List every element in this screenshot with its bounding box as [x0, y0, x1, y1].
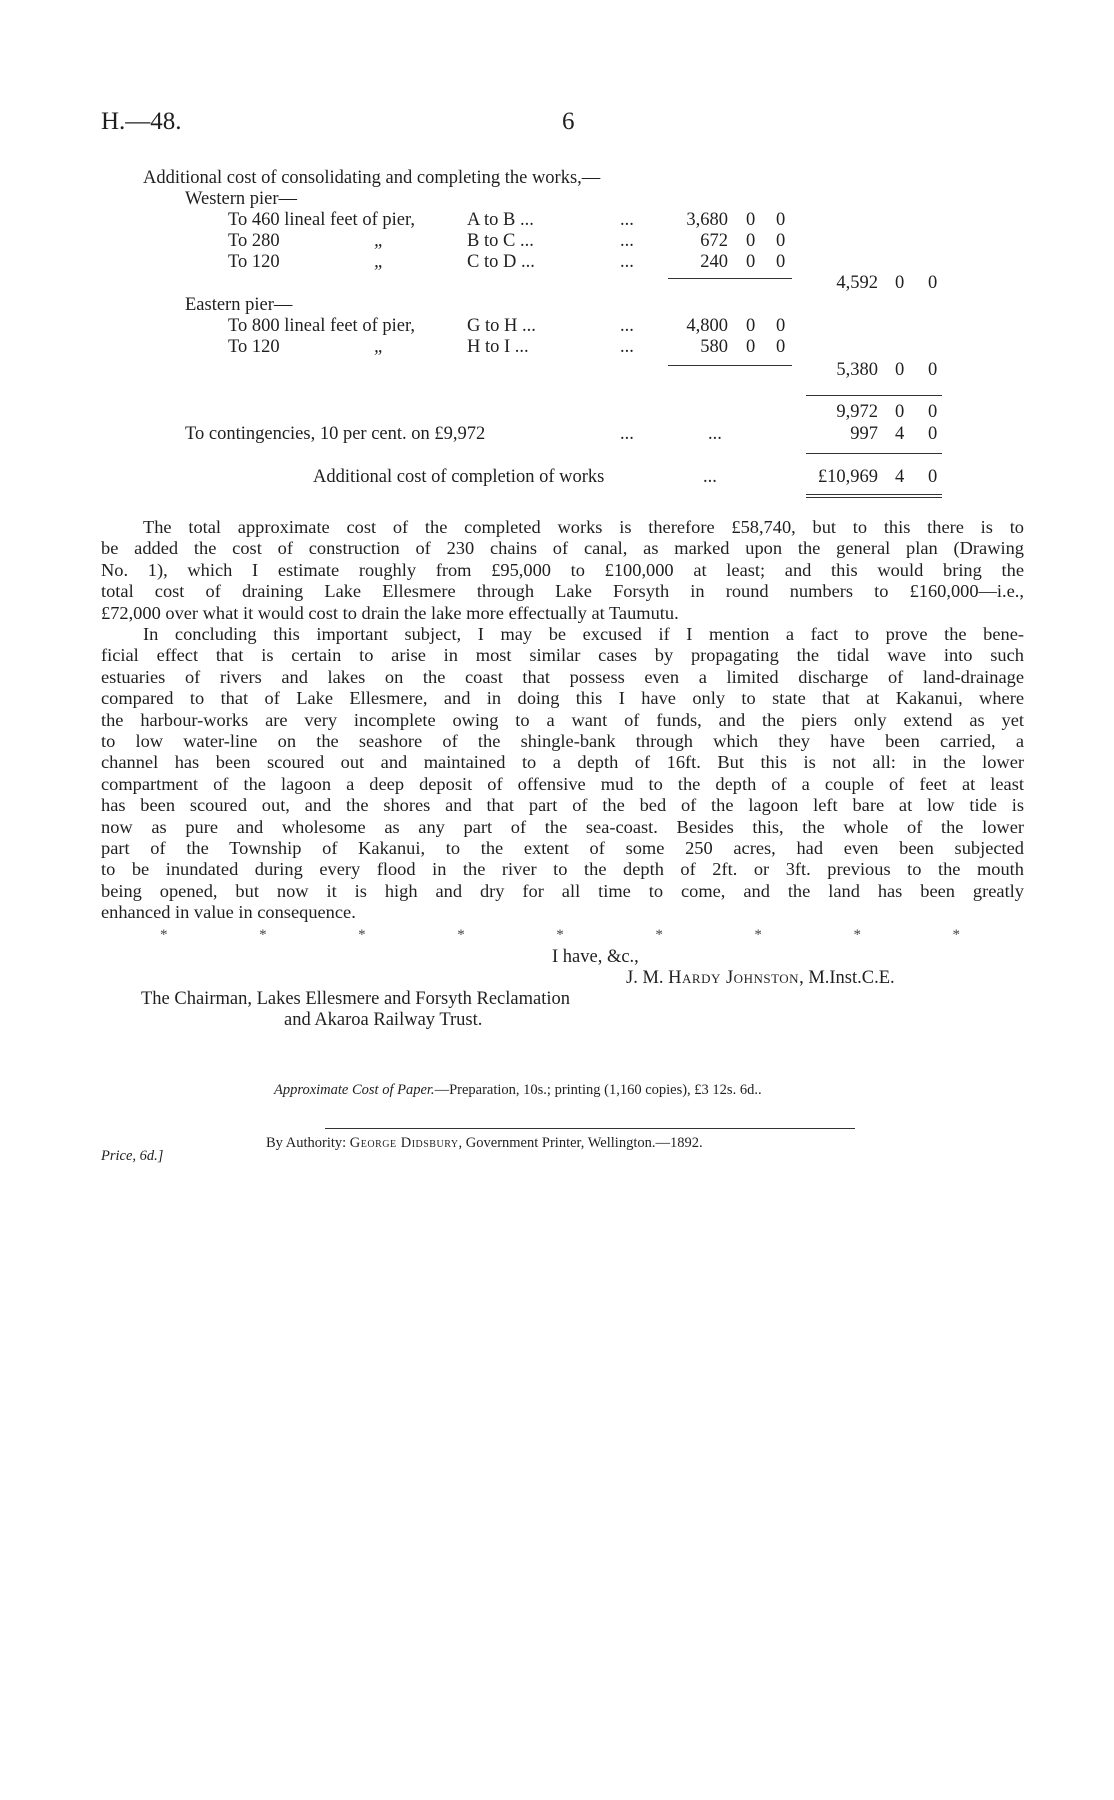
addressee-line-1: The Chairman, Lakes Ellesmere and Forsyth Reclamation — [141, 989, 570, 1009]
row-pence: 0 — [776, 252, 786, 272]
sum-pence: 0 — [928, 402, 938, 422]
subtotal-pence: 0 — [928, 273, 938, 293]
text-line: No. 1), which I estimate roughly from £95,000 to £100,000 at least; and this would bring the — [101, 559, 1024, 580]
price-label: Price, 6d.] — [101, 1148, 164, 1164]
signature-suffix: , M.Inst.C.E. — [799, 968, 895, 988]
row-segment: C to D ... — [467, 252, 535, 272]
footer-rule — [325, 1128, 855, 1129]
final-total-pounds: £10,969 — [817, 467, 878, 487]
row-shillings: 0 — [746, 210, 756, 230]
final-total-shillings: 4 — [895, 467, 905, 487]
row-description: To 280 — [228, 231, 280, 251]
row-shillings: 0 — [746, 337, 756, 357]
asterisk: * — [655, 927, 663, 943]
final-total-pence: 0 — [928, 467, 938, 487]
signature-name: Hardy Johnston — [668, 968, 800, 988]
row-leader-dots: ... — [708, 424, 722, 444]
text-line: channel has been scoured out and maintained to a depth of 16ft. But this is not all: in the lower — [101, 752, 1024, 773]
text-line: The total approximate cost of the completed works is therefore £58,740, but to this there is to — [143, 517, 1024, 537]
asterisk: * — [952, 927, 960, 943]
subtotal-shillings: 0 — [895, 360, 905, 380]
addressee-line-2: and Akaroa Railway Trust. — [284, 1010, 483, 1030]
row-segment: B to C ... — [467, 231, 534, 251]
contingencies-pounds: 997 — [850, 424, 878, 444]
row-pence: 0 — [776, 337, 786, 357]
page-number: 6 — [562, 108, 575, 135]
asterisk: * — [358, 927, 366, 943]
contingencies-shillings: 4 — [895, 424, 905, 444]
row-pounds: 240 — [700, 252, 728, 272]
signature — [626, 968, 895, 989]
sum-rule — [806, 395, 942, 396]
asterisk: * — [853, 927, 861, 943]
row-pounds: 672 — [700, 231, 728, 251]
row-description: To 120 — [228, 337, 280, 357]
contingencies-pence: 0 — [928, 424, 938, 444]
closing-greeting: I have, &c., — [552, 947, 639, 967]
total-rule — [806, 453, 942, 454]
paper-cost-text: —Preparation, 10s.; printing (1,160 copies), £3 12s. 6d.. — [434, 1082, 762, 1098]
asterisk-separator — [160, 927, 960, 944]
authority-line — [266, 1135, 703, 1152]
row-description: To 460 lineal feet of pier, — [228, 210, 416, 230]
authority-prefix: By Authority: — [266, 1135, 350, 1151]
text-line: In concluding this important subject, I may be excused if I mention a fact to prove the bene- — [143, 624, 1024, 644]
subtotal-rule — [668, 278, 792, 279]
text-line: now as pure and wholesome as any part of the sea-coast. Besides this, the whole of the lower — [101, 816, 1024, 837]
row-leader-dots: ... — [620, 231, 634, 251]
sum-shillings: 0 — [895, 402, 905, 422]
subtotal-pounds: 5,380 — [836, 360, 878, 380]
text-line: ficial effect that is certain to arise in most similar cases by propagating the tidal wave into such — [101, 645, 1024, 666]
row-shillings: 0 — [746, 316, 756, 336]
ditto-mark: „ — [374, 337, 385, 357]
text-line: has been scoured out, and the shores and that part of the bed of the lagoon left bare at low tide is — [101, 795, 1024, 816]
paragraph-total-cost — [101, 517, 1024, 624]
row-description: To 800 lineal feet of pier, — [228, 316, 416, 336]
cost-intro: Additional cost of consolidating and completing the works,— — [143, 168, 601, 188]
row-leader-dots: ... — [620, 316, 634, 336]
paragraph-kakanui — [101, 624, 1024, 924]
text-line: compartment of the lagoon a deep deposit of offensive mud to the depth of a couple of feet at least — [101, 773, 1024, 794]
text-line: to be inundated during every flood in the river to the depth of 2ft. or 3ft. previous to the mouth — [101, 859, 1024, 880]
row-shillings: 0 — [746, 231, 756, 251]
sum-pounds: 9,972 — [836, 402, 878, 422]
western-pier-label: Western pier— — [185, 189, 298, 209]
subtotal-shillings: 0 — [895, 273, 905, 293]
row-segment: A to B ... — [467, 210, 534, 230]
text-line: estuaries of rivers and lakes on the coast that possess even a limited discharge of land-drainage — [101, 666, 1024, 687]
asterisk: * — [457, 927, 465, 943]
row-pounds: 580 — [700, 337, 728, 357]
text-line: being opened, but now it is high and dry for all time to come, and the land has been greatly — [101, 880, 1024, 901]
eastern-pier-label: Eastern pier— — [185, 295, 293, 315]
text-line: compared to that of Lake Ellesmere, and in doing this I have only to state that at Kakanui, where — [101, 688, 1024, 709]
row-pence: 0 — [776, 231, 786, 251]
row-pounds: 4,800 — [686, 316, 728, 336]
row-leader-dots: ... — [620, 337, 634, 357]
final-total-label: Additional cost of completion of works — [313, 467, 605, 487]
double-rule-bottom — [806, 497, 942, 498]
document-reference: H.—48. — [101, 108, 182, 135]
text-line: to low water-line on the seashore of the shingle-bank through which they have been carried, a — [101, 731, 1024, 752]
subtotal-pounds: 4,592 — [836, 273, 878, 293]
ditto-mark: „ — [374, 252, 385, 272]
signature-initials: J. M. — [626, 968, 664, 988]
row-leader-dots: ... — [620, 424, 634, 444]
row-leader-dots: ... — [703, 467, 717, 487]
asterisk: * — [259, 927, 267, 943]
authority-suffix: , Government Printer, Wellington.—1892. — [458, 1135, 703, 1151]
contingencies-label: To contingencies, 10 per cent. on £9,972 — [185, 424, 486, 444]
row-pounds: 3,680 — [686, 210, 728, 230]
paper-cost-note — [274, 1082, 762, 1099]
subtotal-pence: 0 — [928, 360, 938, 380]
row-segment: G to H ... — [467, 316, 536, 336]
text-line: be added the cost of construction of 230 chains of canal, as marked upon the general plan (Drawing — [101, 538, 1024, 559]
printer-name: George Didsbury — [349, 1135, 459, 1151]
row-pence: 0 — [776, 316, 786, 336]
text-line: the harbour-works are very incomplete owing to a want of funds, and the piers only extend as yet — [101, 709, 1024, 730]
asterisk: * — [160, 927, 168, 943]
text-line: £72,000 over what it would cost to drain the lake more effectually at Taumutu. — [101, 602, 679, 623]
paper-cost-label: Approximate Cost of Paper. — [274, 1082, 435, 1098]
text-line: enhanced in value in consequence. — [101, 902, 356, 923]
ditto-mark: „ — [374, 231, 385, 251]
row-leader-dots: ... — [620, 210, 634, 230]
subtotal-rule — [668, 365, 792, 366]
row-segment: H to I ... — [467, 337, 529, 357]
text-line: part of the Township of Kakanui, to the extent of some 250 acres, had even been subjected — [101, 838, 1024, 859]
asterisk: * — [754, 927, 762, 943]
asterisk: * — [556, 927, 564, 943]
row-leader-dots: ... — [620, 252, 634, 272]
double-rule-top — [806, 494, 942, 495]
row-description: To 120 — [228, 252, 280, 272]
row-shillings: 0 — [746, 252, 756, 272]
row-pence: 0 — [776, 210, 786, 230]
text-line: total cost of draining Lake Ellesmere through Lake Forsyth in round numbers to £160,000—i.e., — [101, 581, 1024, 602]
